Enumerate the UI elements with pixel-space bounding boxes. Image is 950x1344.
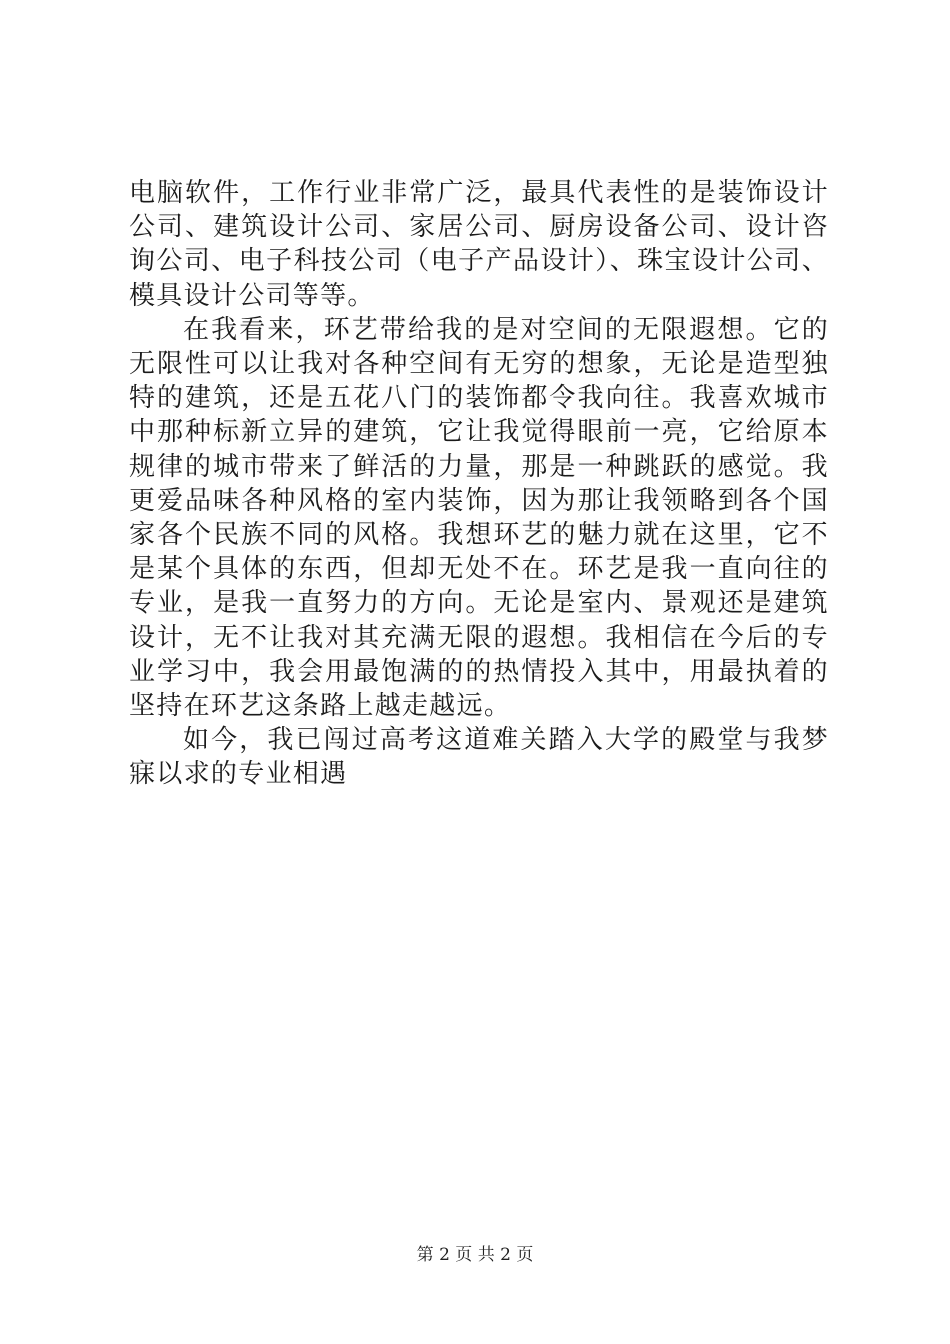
- paragraph-continuation: 电脑软件，工作行业非常广泛，最具代表性的是装饰设计公司、建筑设计公司、家居公司、厨房设备公司、设计咨询公司、电子科技公司（电子产品设计）、珠宝设计公司、模具设计公司等等。: [129, 178, 829, 311]
- body-text: [129, 176, 829, 792]
- paragraph-environmental-art: 在我看来，环艺带给我的是对空间的无限遐想。它的无限性可以让我对各种空间有无穷的想象，无论是造型独特的建筑，还是五花八门的装饰都令我向往。我喜欢城市中那种标新立异的建筑，它让我觉得眼前一亮，它给原本规律的城市带来了鲜活的力量，那是一种跳跃的感觉。我更爱品味各种风格的室内装饰，因为那让我领略到各个国家各个民族不同的风格。我想环艺的魅力就在这里，它不是某个具体的东西，但却无处不在。环艺是我一直向往的专业，是我一直努力的方向。无论是室内、景观还是建筑设计，无不让我对其充满无限的遐想。我相信在今后的专业学习中，我会用最饱满的的热情投入其中，用最执着的坚持在环艺这条路上越走越远。: [129, 314, 829, 722]
- page-footer: 第 2 页 共 2 页: [416, 1245, 534, 1265]
- paragraph-university: 如今，我已闯过高考这道难关踏入大学的殿堂与我梦寐以求的专业相遇: [129, 725, 829, 790]
